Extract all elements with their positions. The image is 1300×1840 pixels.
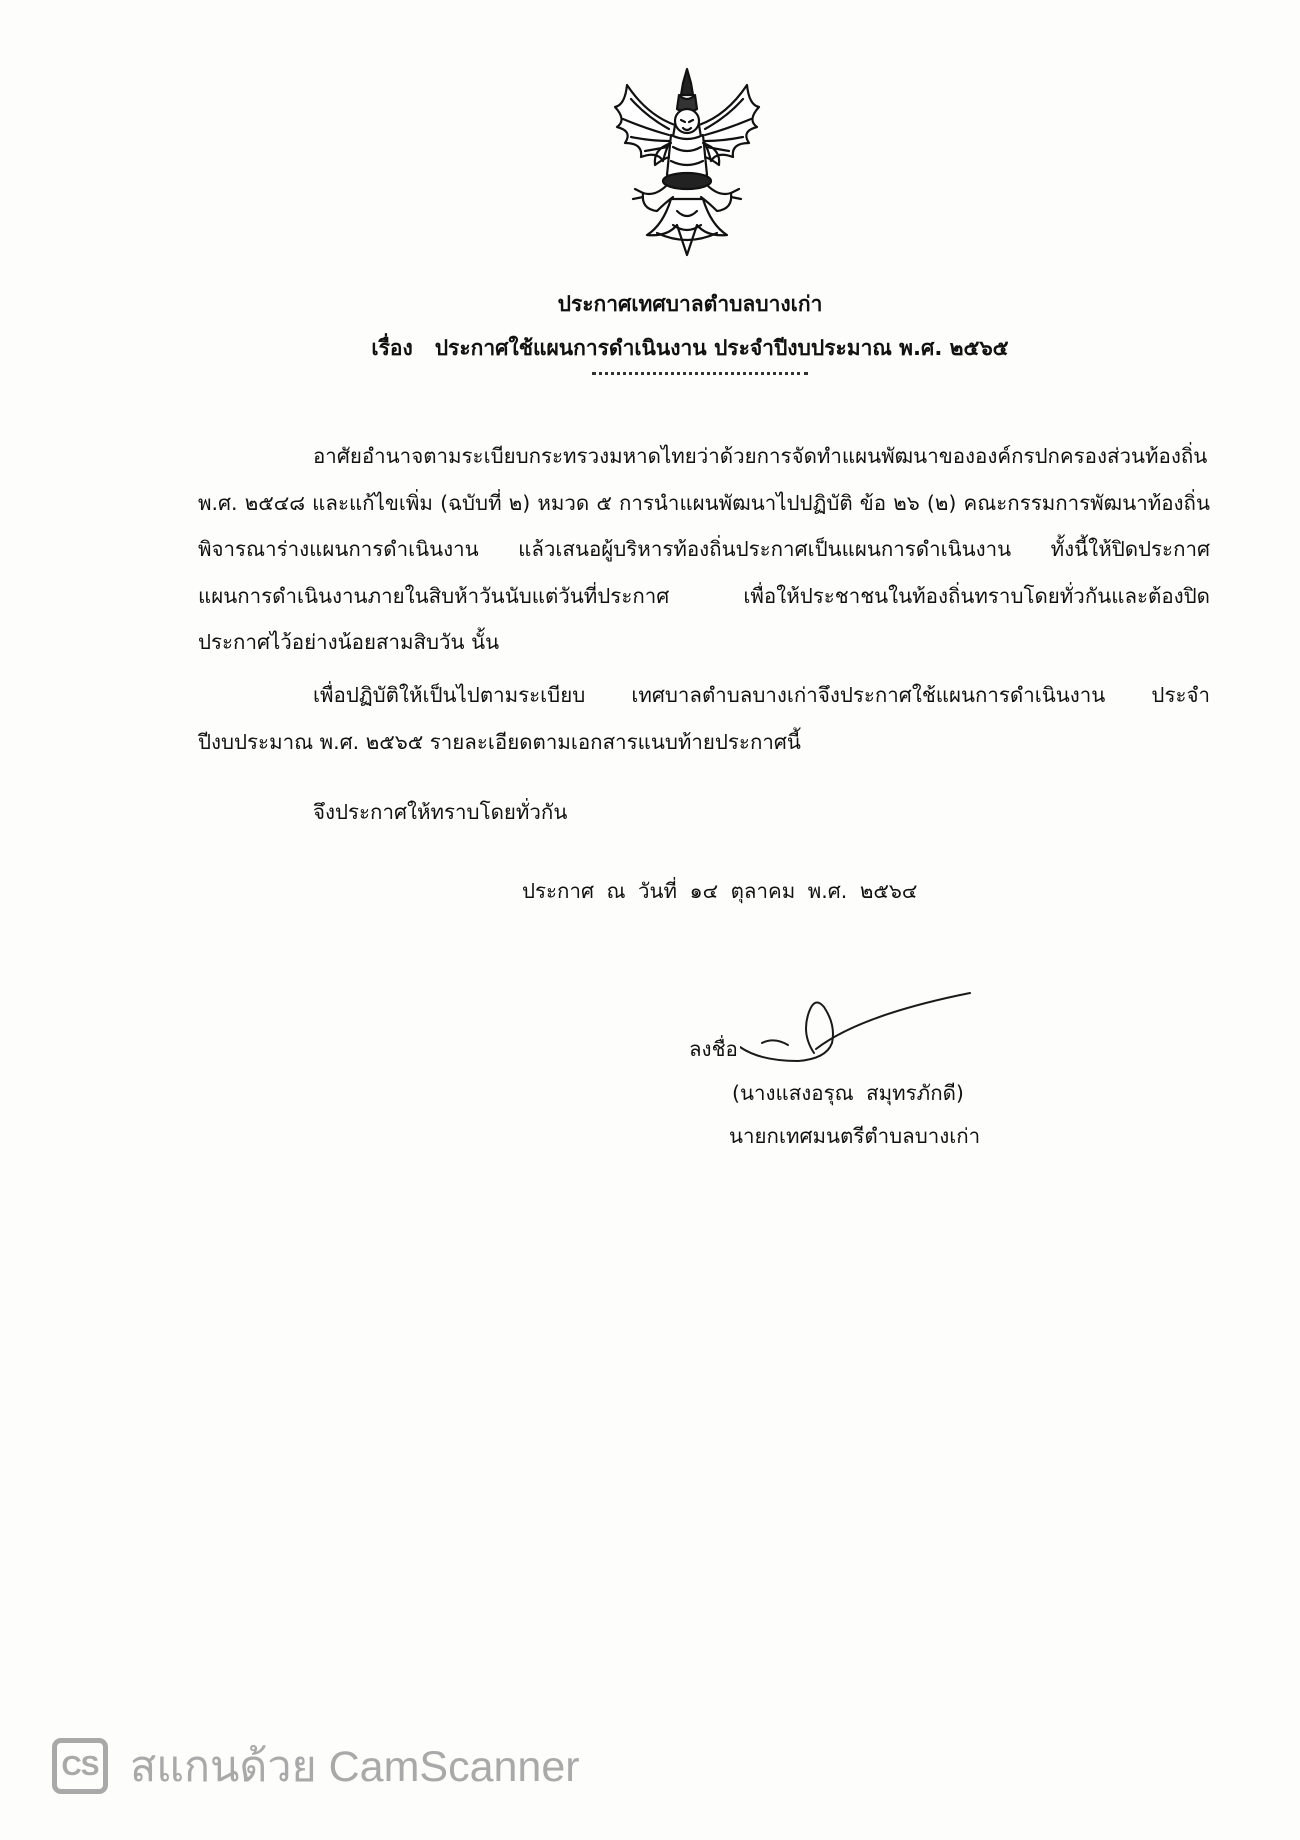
subject-text: ประกาศใช้แผนการดำเนินงาน ประจำปีงบประมาณ พ.ศ. ๒๕๖๕ xyxy=(434,336,1009,360)
watermark-text: สแกนด้วย CamScanner xyxy=(130,1743,580,1791)
body-paragraph-1: อาศัยอำนาจตามระเบียบกระทรวงมหาดไทยว่าด้วยการจัดทำแผนพัฒนาขององค์กรปกครองส่วนท้องถิ่น พ.ศ. ๒๕๔๘ และแก้ไขเพิ่ม (ฉบับที่ ๒) หมวด ๕ การนำแผนพัฒนาไปปฏิบัติ ข้อ ๒๖ (๒) คณะกรรมการพัฒนาท้องถิ่นพิจารณาร่างแผนการดำเนินงาน แล้วเสนอผู้บริหารท้องถิ่นประกาศเป็นแผนการดำเนินงาน ทั้งนี้ให้ปิดประกาศแผนการดำเนินงานภายในสิบห้าวันนับแต่วันที่ประกาศ เพื่อให้ประชาชนในท้องถิ่นทราบโดยทั่วกันและต้องปิดประกาศไว้อย่างน้อยสามสิบวัน นั้น xyxy=(198,444,1210,654)
signatory-name: (นางแสงอรุณ สมุทรภักดี) xyxy=(732,1081,964,1105)
handwritten-signature xyxy=(740,985,980,1085)
closing-statement: จึงประกาศให้ทราบโดยทั่วกัน xyxy=(313,800,568,824)
subject-label: เรื่อง xyxy=(371,336,413,360)
logo-text: CS xyxy=(61,1750,99,1781)
camscanner-watermark xyxy=(52,1738,580,1794)
announcement-title xyxy=(40,290,1300,318)
camscanner-logo-icon xyxy=(52,1738,108,1794)
announcement-subject xyxy=(40,334,1300,362)
issuer-title: ประกาศเทศบาลตำบลบางเก่า xyxy=(557,292,823,316)
signature-label: ลงชื่อ xyxy=(689,1037,738,1061)
garuda-emblem-icon xyxy=(607,65,767,265)
dotted-divider xyxy=(592,372,808,375)
signatory-position: นายกเทศมนตรีตำบลบางเก่า xyxy=(729,1124,981,1148)
body-paragraph-2: เพื่อปฏิบัติให้เป็นไปตามระเบียบ เทศบาลตำบลบางเก่าจึงประกาศใช้แผนการดำเนินงาน ประจำปีงบประมาณ พ.ศ. ๒๕๖๕ รายละเอียดตามเอกสารแนบท้ายประกาศนี้ xyxy=(198,683,1210,754)
date-line: ประกาศ ณ วันที่ ๑๔ ตุลาคม พ.ศ. ๒๕๖๔ xyxy=(522,879,918,903)
